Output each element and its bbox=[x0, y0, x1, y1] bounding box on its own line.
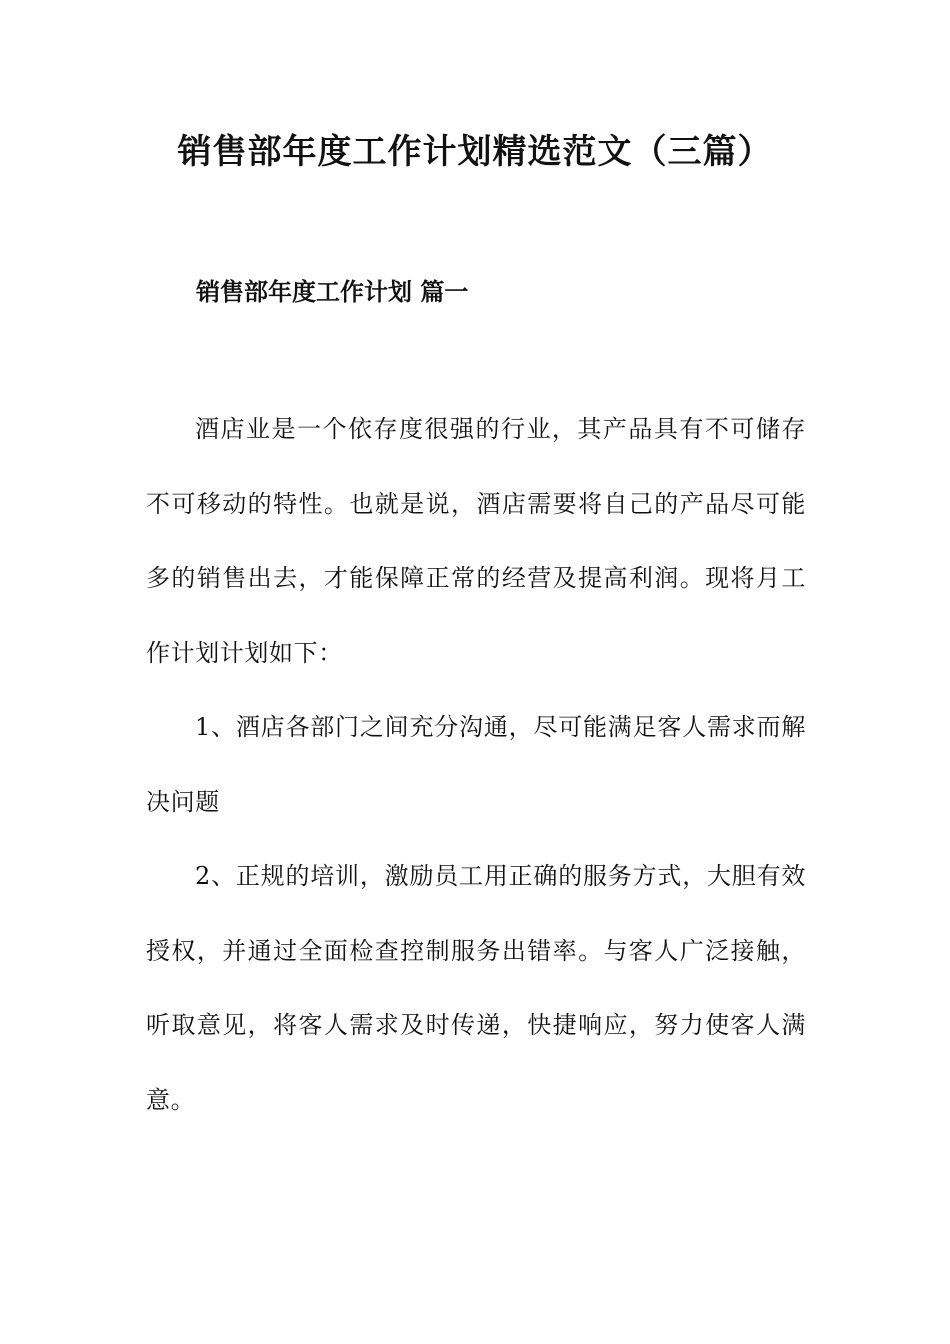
paragraph-item-2: 2、正规的培训，激励员工用正确的服务方式，大胆有效授权，并通过全面检查控制服务出错率。与客人广泛接触，听取意见，将客人需求及时传递，快捷响应，努力使客人满意。 bbox=[146, 862, 806, 1114]
paragraph-intro: 酒店业是一个依存度很强的行业，其产品具有不可储存不可移动的特性。也就是说，酒店需要将自己的产品尽可能多的销售出去，才能保障正常的经营及提高利润。现将月工作计划计划如下： bbox=[146, 415, 806, 667]
section-heading: 销售部年度工作计划 篇一 bbox=[196, 278, 469, 306]
document-title: 销售部年度工作计划精选范文（三篇） bbox=[177, 132, 773, 172]
paragraph-item-1: 1、酒店各部门之间充分沟通，尽可能满足客人需求而解决问题 bbox=[146, 713, 806, 816]
document-body bbox=[146, 392, 806, 1137]
